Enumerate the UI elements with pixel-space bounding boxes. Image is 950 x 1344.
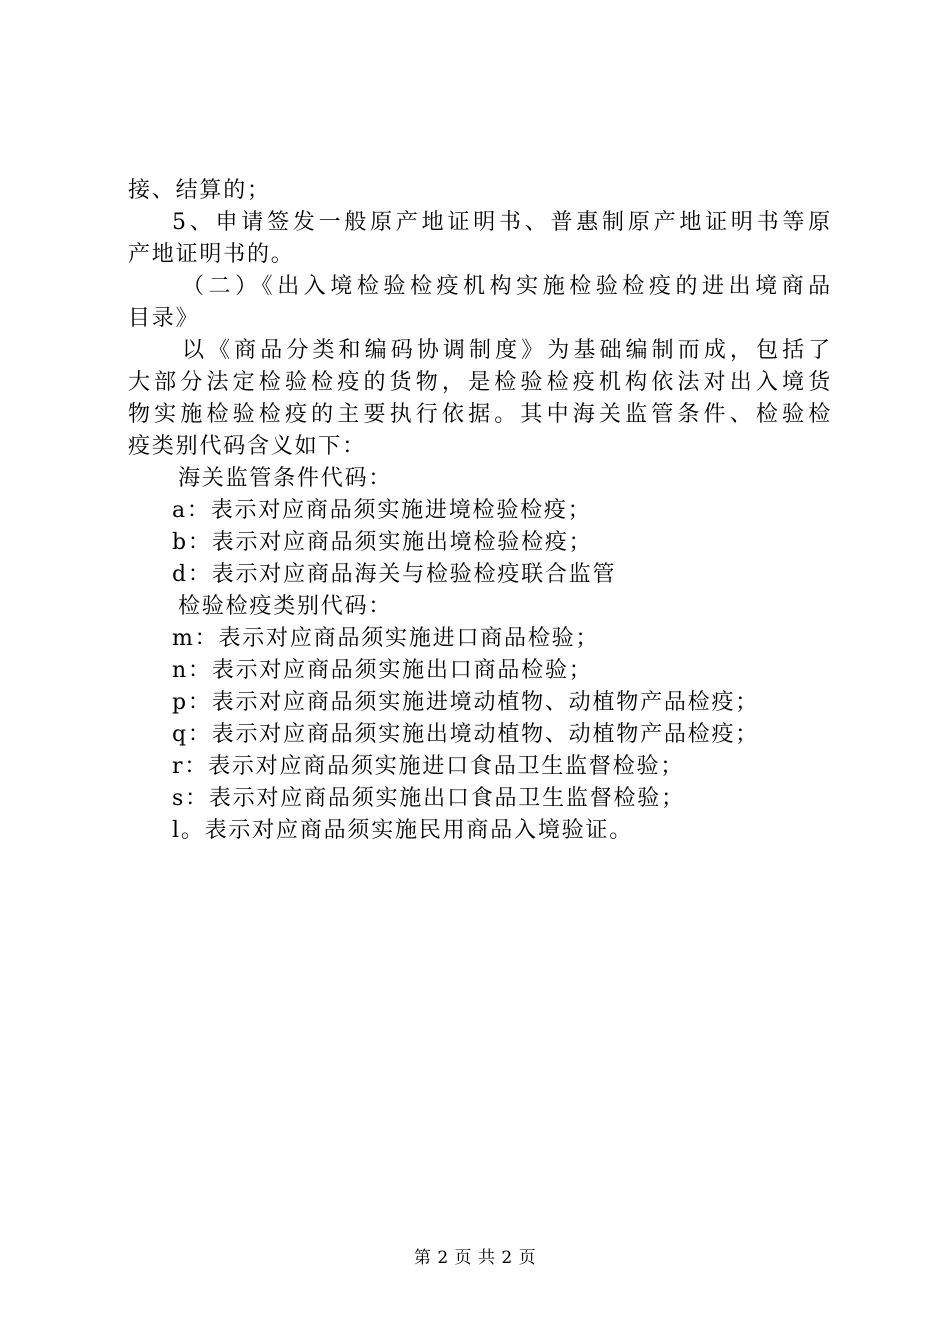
code-group-title: 海关监管条件代码： (178, 466, 393, 491)
code-item: l。表示对应商品须实施民用商品入境验证。 (172, 818, 634, 843)
text-line: 大部分法定检验检疫的货物，是检验检疫机构依法对出入境货 (128, 370, 832, 395)
code-item: m：表示对应商品须实施进口商品检验； (172, 626, 600, 651)
text-line: 疫类别代码含义如下： (128, 434, 367, 459)
section-heading-cont: 目录》 (128, 306, 200, 331)
code-item: d：表示对应商品海关与检验检疫联合监管 (172, 562, 617, 587)
text-line: 产地证明书的。 (128, 242, 295, 267)
section-heading: （二）《出入境检验检疫机构实施检验检疫的进出境商品 (182, 274, 832, 299)
code-item: a：表示对应商品须实施进境检验检疫； (172, 498, 592, 523)
code-item: q：表示对应商品须实施出境动植物、动植物产品检疫； (172, 722, 760, 747)
page-number-footer: 第 2 页 共 2 页 (413, 1248, 537, 1268)
code-item: r：表示对应商品须实施进口食品卫生监督检验； (172, 754, 685, 779)
code-item: s：表示对应商品须实施出口食品卫生监督检验； (172, 786, 685, 811)
text-line: 以《商品分类和编码协调制度》为基础编制而成，包括了 (182, 338, 832, 363)
text-line: 接、结算的； (128, 178, 271, 203)
code-item: b：表示对应商品须实施出境检验检疫； (172, 530, 593, 555)
text-line: 物实施检验检疫的主要执行依据。其中海关监管条件、检验检 (128, 402, 832, 427)
code-group-title: 检验检疫类别代码： (178, 594, 393, 619)
code-item: p：表示对应商品须实施进境动植物、动植物产品检疫； (172, 690, 760, 715)
document-body (128, 175, 832, 847)
code-item: n：表示对应商品须实施出口商品检验； (172, 658, 593, 683)
text-line: 5、申请签发一般原产地证明书、普惠制原产地证明书等原 (172, 210, 832, 235)
